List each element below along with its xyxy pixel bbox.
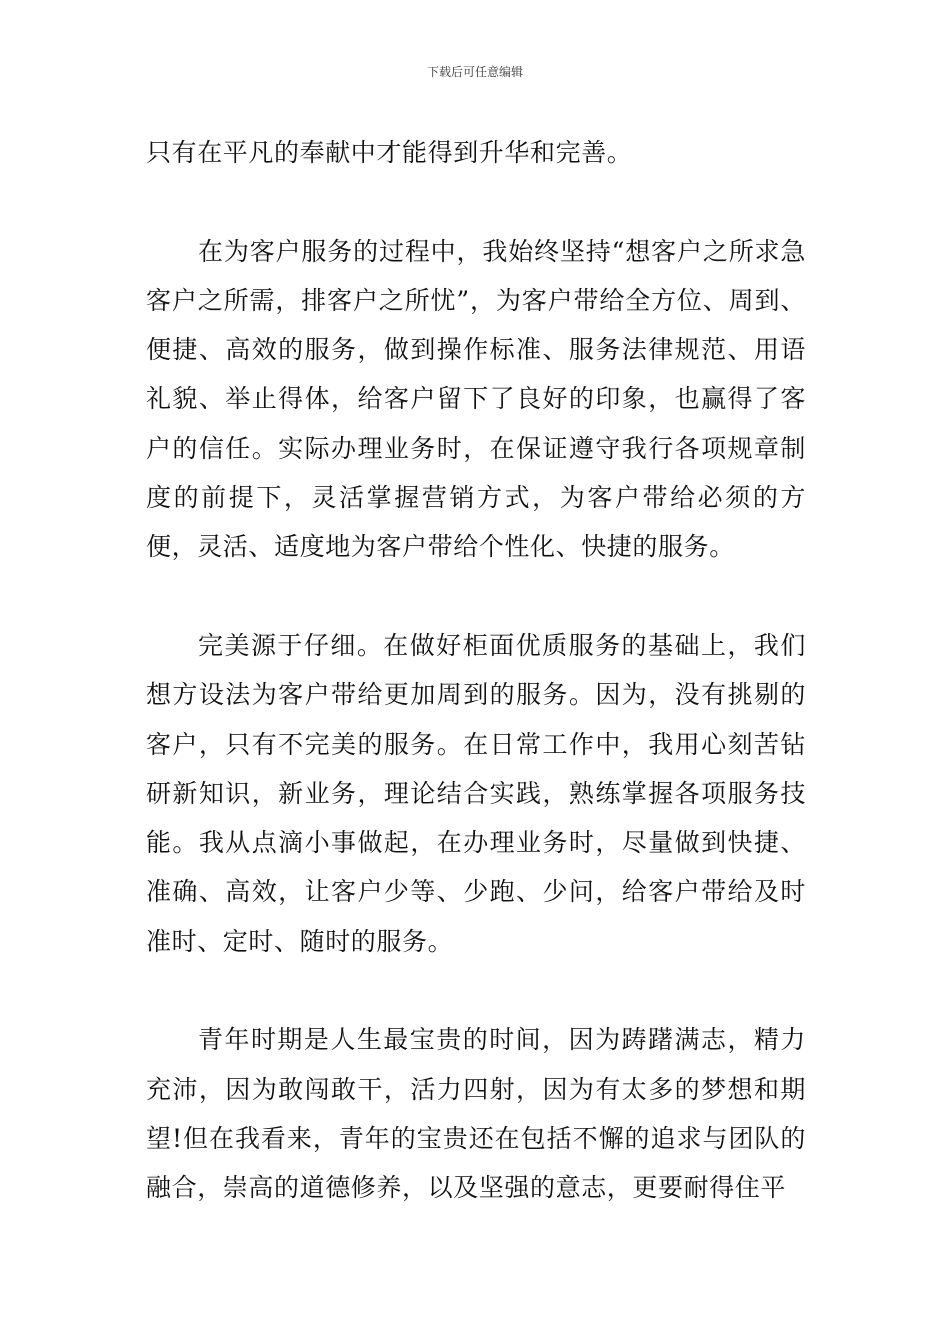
paragraph-spacer	[146, 177, 806, 226]
document-body	[146, 128, 806, 1213]
paragraph-spacer	[146, 966, 806, 1015]
paragraph-youth: 青年时期是人生最宝贵的时间，因为踌躇满志，精力充沛，因为敢闯敢干，活力四射，因为有太多的梦想和期望!但在我看来，青年的宝贵还在包括不懈的追求与团队的融合，崇高的道德修养，以及坚强的意志，更要耐得住平	[146, 1025, 806, 1203]
page-header: 下载后可任意编辑	[426, 65, 523, 79]
paragraph-spacer	[146, 572, 806, 621]
paragraph-customer-service: 在为客户服务的过程中，我始终坚持“想客户之所求急客户之所需，排客户之所忧”，为客户带给全方位、周到、便捷、高效的服务，做到操作标准、服务法律规范、用语礼貌、举止得体，给客户留下了良好的印象，也赢得了客户的信任。实际办理业务时，在保证遵守我行各项规章制度的前提下，灵活掌握营销方式，为客户带给必须的方便，灵活、适度地为客户带给个性化、快捷的服务。	[146, 236, 806, 562]
paragraph-continuation: 只有在平凡的奉献中才能得到升华和完善。	[146, 138, 633, 167]
paragraph-perfection: 完美源于仔细。在做好柜面优质服务的基础上，我们想方设法为客户带给更加周到的服务。因为，没有挑剔的客户，只有不完美的服务。在日常工作中，我用心刻苦钻研新知识，新业务，理论结合实践，熟练掌握各项服务技能。我从点滴小事做起，在办理业务时，尽量做到快捷、准确、高效，让客户少等、少跑、少问，给客户带给及时准时、定时、随时的服务。	[146, 630, 806, 956]
